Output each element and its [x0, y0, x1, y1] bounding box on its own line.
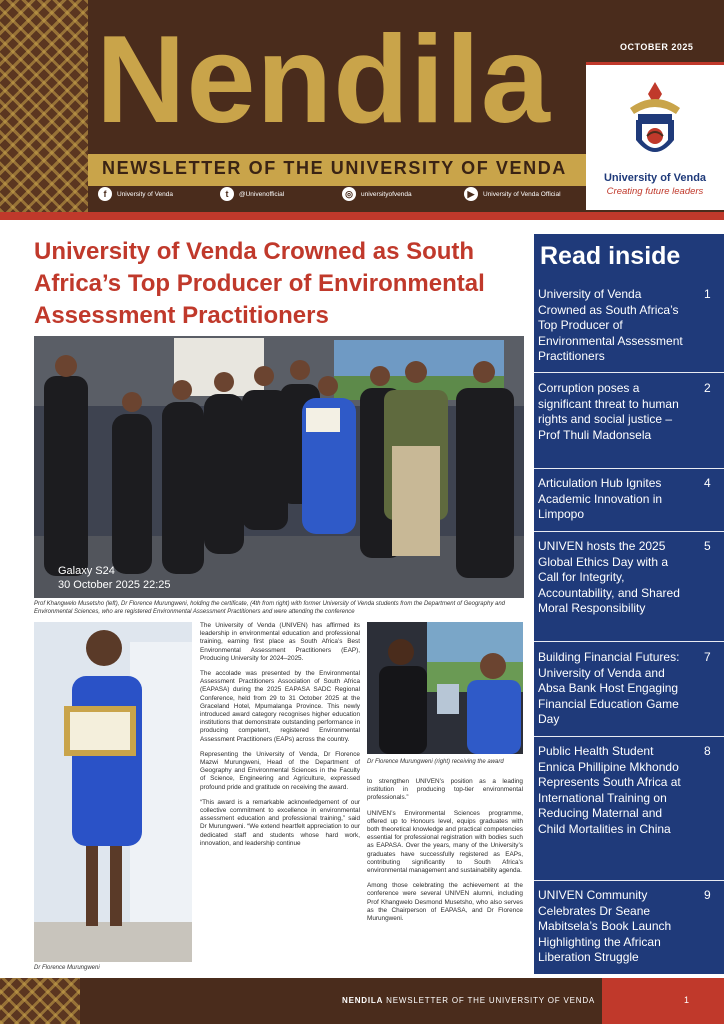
footer-page-box [602, 978, 724, 1024]
article-paragraph: Among those celebrating the achievement at the conference were several UNIVEN alumni, including Prof Khangwelo Desmond Musetsho, who also serves as the Chairperson of EAPASA, and Dr Florence Murungweni. [367, 882, 523, 923]
article-paragraph: to strengthen UNIVEN’s position as a leading institution in producing top-tier environmental professionals.” [367, 778, 523, 802]
masthead-title: Nendila [96, 11, 551, 149]
article-paragraph: UNIVEN’s Environmental Sciences programme, offered up to Honours level, equips graduates with both theoretical knowledge and practical competencies essential for professional registration with bodies such as EAPASA. Over the years, many of the University’s graduates have successfully registered as EAPs, contributing significantly to South Africa’s environmental management and sustainability agenda. [367, 809, 523, 875]
social-twitter[interactable] [220, 184, 342, 204]
toc-item-page: 9 [704, 888, 711, 902]
toc-item-title: Articulation Hub Ignites Academic Innovation in Limpopo [538, 476, 663, 522]
article-paragraph: The accolade was presented by the Environmental Assessment Practitioners Association of South Africa (EAPASA) during the 2025 EAPASA SADC Regional Conference, held from 29 to 31 October 2025 at the Graceland Hotel, Mpumalanga Province. This newly introduced award category recognises higher education institutions that demonstrate outstanding performance in producing competent, registered Environmental Assessment Practitioners (EAPs) across the country. [200, 670, 360, 743]
toc-item-page: 8 [704, 744, 711, 758]
portrait-photo [34, 622, 192, 962]
article-paragraph: Representing the University of Venda, Dr Florence Mazwi Murungweni, Head of the Department of Geography and Environmental Sciences in the Faculty of Science, Engineering and Agriculture, expressed profound pride and gratitude on receiving the award. [200, 750, 360, 791]
social-youtube[interactable] [464, 184, 586, 204]
toc-item-page: 7 [704, 650, 711, 664]
facebook-icon: f [98, 187, 112, 201]
toc-item-title: Building Financial Futures: University of Venda and Absa Bank Host Engaging Financial Education Game Day [538, 650, 680, 727]
photo-timestamp: Galaxy S24 30 October 2025 22:25 [58, 565, 171, 591]
toc-item-page: 5 [704, 539, 711, 553]
portrait-photo-illustration [34, 622, 192, 962]
footer-title: NENDILA NEWSLETTER OF THE UNIVERSITY OF VENDA [342, 996, 596, 1005]
toc-item-title: University of Venda Crowned as South Africa’s Top Producer of Environmental Assessment Practitioners [538, 287, 683, 364]
toc-divider [534, 736, 724, 737]
social-links [98, 184, 586, 204]
instagram-icon: ◎ [342, 187, 356, 201]
newsletter-subtitle: NEWSLETTER OF THE UNIVERSITY OF VENDA [102, 158, 567, 178]
header-divider [0, 212, 724, 220]
award-photo [367, 622, 523, 754]
article-paragraph: “This award is a remarkable acknowledgement of our collective commitment to excellence in environmental assessment education and professional training,” said Dr Murungweni. “We extend heartfelt appreciation to our dedicated staff and students whose hard work, innovation, and leadership continue [200, 798, 360, 847]
article-headline: University of Venda Crowned as South Africa’s Top Producer of Environmental Assessment Practitioners [34, 238, 485, 329]
twitter-icon: t [220, 187, 234, 201]
social-label: University of Venda Official [483, 190, 561, 198]
article-paragraph: The University of Venda (UNIVEN) has affirmed its leadership in environmental education and professional training, earning first place as South Africa’s Best Environmental Assessment Practitioners (EAP), Producing University for 2024–2025. [200, 622, 360, 662]
toc-divider [534, 531, 724, 532]
group-photo [34, 336, 524, 598]
logo-accent-bar [586, 62, 724, 65]
toc-item-page: 1 [704, 287, 711, 301]
toc-item-page: 2 [704, 381, 711, 395]
university-name: University of Venda [603, 172, 707, 184]
university-tagline: Creating future leaders [606, 186, 704, 197]
toc-item-title: Corruption poses a significant threat to human rights and social justice – Prof Thuli Madonsela [538, 381, 679, 442]
portrait-caption: Dr Florence Murungweni [34, 965, 100, 971]
toc-divider [534, 880, 724, 881]
footer-decorative-pattern [0, 978, 80, 1024]
social-label: University of Venda [117, 190, 174, 198]
toc-item-title: Public Health Student Ennica Phillipine Mkhondo Represents South Africa at International Training on Reducing Maternal and Child Mortalities in China [538, 744, 681, 836]
article-column-1 [200, 622, 360, 855]
toc-divider [534, 641, 724, 642]
issue-date: OCTOBER 2025 [620, 42, 694, 52]
toc-divider [534, 468, 724, 469]
article-column-2 [367, 778, 523, 930]
read-inside-title: Read inside [540, 242, 681, 270]
award-photo-caption: Dr Florence Murungweni (right) receiving the award [367, 759, 504, 765]
page-number: 1 [684, 995, 690, 1005]
group-photo-caption: Prof Khangwelo Musetsho (left), Dr Florence Murungweni, holding the certificate, (4th from right) with former University of Venda students from the Department of Geography and Environmental Sciences, who are registered Environmental Assessment Practitioners and were attending the conference [34, 601, 505, 615]
social-label: universityofvenda [361, 190, 412, 198]
group-photo-illustration [34, 336, 524, 598]
toc-item-title: UNIVEN hosts the 2025 Global Ethics Day with a Call for Integrity, Accountability, and Shared Moral Responsibility [538, 539, 680, 616]
social-label: @Univenofficial [239, 190, 285, 198]
toc-divider [534, 372, 724, 373]
social-facebook[interactable] [98, 184, 220, 204]
toc-item-title: UNIVEN Community Celebrates Dr Seane Mabitsela’s Book Launch Highlighting the African Liberation Struggle [538, 888, 672, 965]
social-instagram[interactable] [342, 184, 464, 204]
university-crest-icon [622, 80, 688, 166]
youtube-icon: ▶ [464, 187, 478, 201]
decorative-pattern [0, 0, 88, 212]
toc-item-page: 4 [704, 476, 711, 490]
award-photo-illustration [367, 622, 523, 754]
